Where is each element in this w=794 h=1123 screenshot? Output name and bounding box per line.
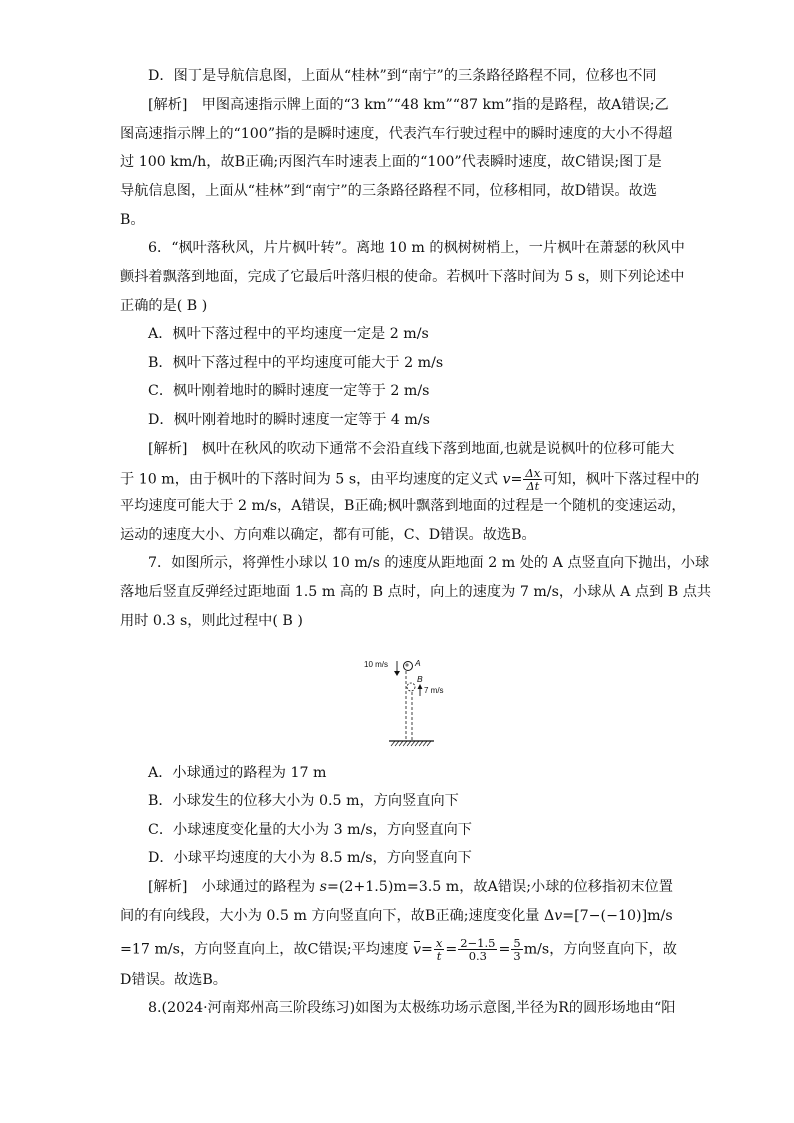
figure-label-10ms: 10 m/s (364, 660, 389, 669)
option-d-q6: D．枫叶刚着地时的瞬时速度一定等于 4 m/s (148, 412, 430, 428)
average-velocity-symbol: v (412, 941, 421, 958)
analysis-q5-line5: B。 (120, 212, 145, 228)
analysis-q7-line1: [解析] 小球通过的路程为 s=(2+1.5)m=3.5 m，故A错误;小球的位移指初末位置 (148, 879, 673, 895)
question-6-line1: 6．“枫叶落秋风，片片枫叶转”。离地 10 m 的枫树树梢上，一片枫叶在萧瑟的秋风中 (148, 240, 685, 256)
ground-hatching (391, 741, 431, 746)
option-b-q7: B．小球发生的位移大小为 0.5 m，方向竖直向下 (148, 793, 459, 809)
down-arrow-head (394, 671, 400, 676)
fraction-x-over-t: $\frac{x}{t}$ (435, 936, 443, 963)
up-arrow-head (418, 684, 423, 689)
question-7-line1: 7．如图所示，将弹性小球以 10 m/s 的速度从距地面 2 m 处的 A 点竖直向下抛出，小球 (148, 555, 710, 571)
point-b-label: B (417, 674, 423, 684)
question-7-line3: 用时 0.3 s，则此过程中( B ) (120, 613, 303, 629)
point-a-label: A (415, 658, 421, 668)
ball-bounce-figure (362, 652, 462, 752)
analysis-q5-line2: 图高速指示牌上的“100”指的是瞬时速度，代表汽车行驶过程中的瞬时速度的大小不得超 (120, 126, 673, 142)
analysis-q5-line4: 导航信息图，上面从“桂林”到“南宁”的三条路径路程不同，位移相同，故D错误。故选 (120, 183, 657, 199)
analysis-q6-line4: 运动的速度大小、方向难以确定，都有可能，C、D错误。故选B。 (120, 527, 536, 543)
ball-shading (405, 663, 408, 666)
option-c-q7: C．小球速度变化量的大小为 3 m/s，方向竖直向下 (148, 822, 472, 838)
velocity-definition-fraction: $\frac{\Delta x}{\Delta t}$ (525, 466, 541, 493)
option-b-q6: B．枫叶下落过程中的平均速度可能大于 2 m/s (148, 355, 444, 371)
option-d-q7: D．小球平均速度的大小为 8.5 m/s，方向竖直向下 (148, 850, 472, 866)
analysis-q7-line2: 间的有向线段，大小为 0.5 m 方向竖直向下，故B正确;速度变化量 Δv=[7−(−10)]m/s (120, 908, 673, 924)
fraction-five-thirds: $\frac{5}{3}$ (513, 936, 521, 963)
analysis-q5-line1: [解析] 甲图高速指示牌上面的“3 km”“48 km”“87 km”指的是路程，故A错误;乙 (148, 97, 669, 113)
analysis-q6-line3: 平均速度可能大于 2 m/s，A错误，B正确;枫叶飘落到地面的过程是一个随机的变速运动， (120, 498, 686, 514)
ball-b (407, 683, 415, 691)
analysis-q5-line3: 过 100 km/h，故B正确;丙图汽车时速表上面的“100”代表瞬时速度，故C错误;图丁是 (120, 154, 662, 170)
option-a-q6: A．枫叶下落过程中的平均速度一定是 2 m/s (148, 326, 429, 342)
analysis-q7-line4: D错误。故选B。 (120, 972, 227, 988)
option-d-q5: D．图丁是导航信息图，上面从“桂林”到“南宁”的三条路径路程不同，位移也不同 (148, 68, 657, 84)
analysis-q6-line2: 于 10 m，由于枫叶的下落时间为 5 s，由平均速度的定义式 v= $\frac{\Delta x}{\Delta t}$ 可知，枫叶下落过程中的 (120, 466, 700, 493)
analysis-q7-line3: =17 m/s，方向竖直向上，故C错误;平均速度 v= $\frac{x}{t}$ = $\frac{2-1.5}{0.3}$ = $\frac{5}{3}$ m/s，方向竖直向下，故 (120, 936, 677, 963)
option-a-q7: A．小球通过的路程为 17 m (148, 765, 327, 781)
question-7-line2: 落地后竖直反弹经过距地面 1.5 m 高的 B 点时，向上的速度为 7 m/s，小球从 A 点到 B 点共 (120, 584, 712, 600)
question-6-line3: 正确的是( B ) (120, 298, 208, 314)
fraction-displacement-over-time: $\frac{2-1.5}{0.3}$ (460, 936, 496, 963)
question-6-line2: 颤抖着飘落到地面，完成了它最后叶落归根的使命。若枫叶下落时间为 5 s，则下列论述中 (120, 269, 685, 285)
option-c-q6: C．枫叶刚着地时的瞬时速度一定等于 2 m/s (148, 383, 430, 399)
analysis-q6-line1: [解析] 枫叶在秋风的吹动下通常不会沿直线下落到地面,也就是说枫叶的位移可能大 (148, 441, 675, 457)
question-8-line1: 8.(2024·河南郑州高三阶段练习)如图为太极练功场示意图,半径为R的圆形场地由“阳 (148, 1000, 676, 1016)
figure-label-7ms: 7 m/s (424, 686, 444, 695)
